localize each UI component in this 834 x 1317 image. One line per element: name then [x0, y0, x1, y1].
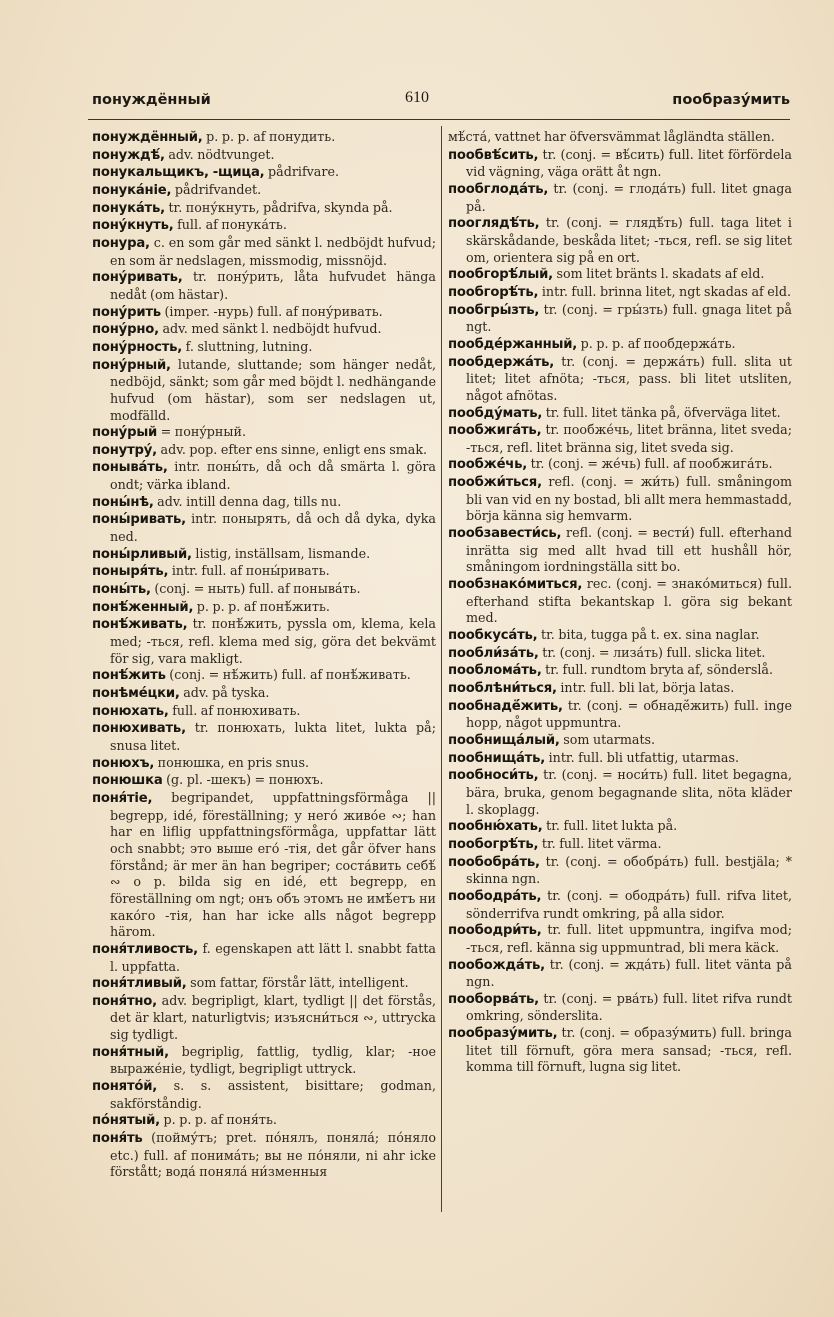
entry-definition: tr. (conj. = образу́мить) full. bringa litet till förnuft, göra mera sansad; -ться, refl. komma till förnuft, lugna sig litet.	[466, 1025, 792, 1075]
entry-headword: пообогрѣ́ть,	[448, 836, 539, 852]
entry-headword: пообжи́ться,	[448, 475, 542, 491]
dictionary-entry	[448, 732, 792, 750]
dictionary-entry	[448, 698, 792, 732]
entry-headword: пообнища́лый,	[448, 732, 560, 748]
dictionary-entry	[448, 818, 792, 836]
entry-headword: понѣ́женный,	[92, 599, 194, 615]
dictionary-entry	[92, 494, 436, 512]
entry-definition: intr. full. bli lat, börja latas.	[556, 680, 735, 695]
dictionary-entry	[448, 957, 792, 991]
dictionary-entry	[448, 991, 792, 1025]
dictionary-entry	[92, 511, 436, 545]
dictionary-entry	[92, 235, 436, 269]
dictionary-entry	[92, 339, 436, 357]
entry-definition: intr. full. bli utfattig, utarmas.	[545, 749, 739, 765]
entry-headword: понѣ́живать,	[92, 617, 188, 633]
entry-definition: listig, inställsam, lismande.	[191, 545, 371, 561]
dictionary-entry	[92, 147, 436, 165]
entry-definition: tr. понѣ́жить, pyssla om, klema, kela med; -ться, refl. klema med sig, göra det bekvämt för sig, vara makligt.	[110, 616, 436, 666]
dictionary-entry	[448, 854, 792, 888]
entry-headword: пооблѣни́ться,	[448, 681, 557, 696]
dictionary-entry	[92, 1112, 436, 1130]
dictionary-entry	[448, 336, 792, 354]
entry-definition: tr. (conj. = глода́ть) full. litet gnaga på.	[466, 180, 792, 214]
dictionary-entry	[448, 474, 792, 525]
entry-headword: поня́тливый,	[92, 976, 187, 992]
dictionary-entry	[92, 424, 436, 442]
dictionary-entry	[448, 422, 792, 456]
entry-definition: tr. пону́рить, låta hufvudet hänga nedåt (om hästar).	[110, 269, 436, 302]
header-first-word: понуждённый	[92, 92, 211, 108]
entry-definition: som utarmats.	[559, 731, 656, 747]
entry-definition: adv. med sänkt l. nedböjdt hufvud.	[158, 321, 382, 337]
entry-definition: (conj. = нѣ́жить) full. af понѣ́живать.	[165, 667, 411, 683]
entry-definition: adv. på tyska.	[179, 685, 270, 700]
entry-definition: (g. pl. -шекъ) = понюхъ.	[162, 772, 324, 788]
entry-headword: понюшка	[92, 773, 163, 789]
entry-headword: понуждѣ́,	[92, 147, 165, 163]
entry-headword: пооборва́ть,	[448, 991, 539, 1007]
entry-headword: пообзнако́миться,	[448, 577, 583, 593]
entry-headword: пону́ривать,	[92, 270, 183, 286]
dictionary-entry	[92, 129, 436, 147]
entry-definition: intr. понырять, då och då dyka, dyka ned.	[110, 511, 436, 545]
dictionary-entry	[448, 576, 792, 627]
entry-headword: пообли́за́ть,	[448, 645, 539, 661]
dictionary-entry	[448, 181, 792, 215]
entry-headword: пообдержа́ть,	[448, 354, 555, 370]
dictionary-entry	[92, 546, 436, 564]
entry-definition: tr. full. rundtom bryta af, sönderslå.	[541, 662, 773, 678]
entry-headword: пообразу́мить,	[448, 1026, 558, 1042]
entry-definition: tr. full. litet tänka på, öfverväga litet.	[542, 404, 781, 420]
entry-headword: пооглядѣ́ть,	[448, 216, 540, 232]
dictionary-entry	[92, 790, 436, 941]
entry-headword: пообгорѣ́лый,	[448, 267, 553, 283]
entry-definition: f. sluttning, lutning.	[182, 338, 313, 354]
dictionary-entry	[92, 563, 436, 581]
entry-definition: begripandet, uppfattningsförmåga || begrepp, idé, föreställning; у него́ живо́е ∾; han har en liflig uppfattningsförmåga, uppfattar lätt och snabbt; это выше его́ -тія, det går öfver hans förstånd; är mer än han begriper; соста́вить себѣ́ ∾ о р. bilda sig en idé, ett begrepp, en föreställning om ngt; онъ объ этомъ не имѣ́етъ ни како́го -тія, han har icke alls något begrepp härom.	[110, 789, 436, 940]
dictionary-entry	[448, 525, 792, 576]
dictionary-entry	[448, 284, 792, 302]
entry-headword: пооблома́ть,	[448, 663, 542, 679]
entry-headword: поня́ть	[92, 1131, 143, 1147]
entry-headword: пону́рый	[92, 425, 158, 441]
entry-definition: rec. (conj. = знако́миться) full. efterhand stifta bekantskap l. göra sig bekant med.	[466, 576, 792, 626]
entry-headword: пообобра́ть,	[448, 854, 540, 870]
entry-definition: adv. begripligt, klart, tydligt || det förstås, det är klart, naturligtvis; изъясни́ться ∾, uttrycka sig tydligt.	[110, 992, 436, 1043]
entry-definition: tr. (conj. = носи́ть) full. litet begagna, bära, bruka, genom begagnande slita, nöta kläder l. skoplagg.	[466, 767, 792, 817]
entry-headword: поныря́ть,	[92, 564, 169, 580]
entry-headword: поны́ть,	[92, 582, 151, 598]
entry-definition: tr. (conj. = жда́ть) full. litet vänta på ngn.	[466, 956, 792, 990]
entry-headword: пообглода́ть,	[448, 181, 549, 197]
entry-definition: f. egenskapen att lätt l. snabbt fatta l. uppfatta.	[110, 940, 436, 974]
dictionary-entry	[92, 616, 436, 667]
entry-definition: lutande, sluttande; som hänger nedåt, nedböjd, sänkt; som går med böjdt l. nedhängande hufvud (om hästar), som ser nedslagen ut, modfälld.	[110, 356, 436, 423]
left-column	[92, 129, 436, 1181]
entry-definition: tr. full. litet lukta på.	[542, 818, 678, 834]
running-header	[0, 86, 834, 120]
entry-definition: p. p. p. af поня́ть.	[159, 1112, 277, 1128]
dictionary-entry	[92, 941, 436, 975]
entry-definition: (пойму́тъ; pret. по́нялъ, поняла́; по́няло etc.) full. af понимáть; вы не по́няли, ni ahr icke förstått; вода́ поняла́ ни́зменныя	[110, 1130, 436, 1180]
entry-headword: пообгры́зть,	[448, 302, 540, 318]
entry-headword: поны́ривать,	[92, 512, 186, 528]
entry-headword: понюхъ,	[92, 755, 155, 771]
entry-definition: мѣ́ста́, vattnet har öfversvämmat lågländta ställen.	[448, 129, 775, 144]
dictionary-entry	[92, 599, 436, 617]
dictionary-entry	[448, 215, 792, 266]
dictionary-entry	[448, 645, 792, 663]
dictionary-entry	[92, 581, 436, 599]
entry-headword: пону́рный,	[92, 357, 171, 373]
entry-definition: понюшка, en pris snus.	[154, 754, 310, 770]
dictionary-entry	[448, 680, 792, 698]
entry-headword: понѣмéцки,	[92, 686, 180, 701]
dictionary-entry	[448, 354, 792, 405]
entry-definition: full. af понюхивать.	[168, 702, 301, 718]
entry-headword: пообжига́ть,	[448, 423, 542, 439]
entry-definition: adv. pop. efter ens sinne, enligt ens smak.	[156, 441, 428, 457]
entry-definition: refl. (conj. = жи́ть) full. småningom bli van vid en ny bostad, bli allt mera hemmastadd, börja känna sig hemvarm.	[466, 474, 792, 524]
entry-definition: tr. (conj. = рва́ть) full. litet rifva rundt omkring, sönderslita.	[466, 990, 792, 1024]
entry-definition: tr. (conj. = ободра́ть) full. rifva litet, sönderrifva rundt omkring, på alla sidor.	[466, 887, 792, 921]
dictionary-entry	[448, 767, 792, 818]
column-divider	[441, 126, 442, 1212]
entry-headword: пообгорѣ́ть,	[448, 284, 539, 300]
dictionary-entry	[92, 1130, 436, 1181]
entry-headword: пообду́мать,	[448, 405, 543, 421]
dictionary-entry	[92, 772, 436, 790]
dictionary-entry	[92, 357, 436, 425]
dictionary-entry	[92, 217, 436, 235]
entry-headword: пообзавести́сь,	[448, 526, 562, 542]
header-rule	[88, 119, 790, 120]
dictionary-entry	[92, 164, 436, 182]
entry-headword: пону́рность,	[92, 339, 183, 355]
entry-definition: tr. (conj. = обобра́ть) full. bestjäla; * skinna ngn.	[466, 853, 792, 887]
entry-headword: пообвѣ́сить,	[448, 147, 539, 163]
entry-headword: понукальщикъ, -щица,	[92, 165, 265, 181]
entry-definition: begriplig, fattlig, tydlig, klar; -ное выраже́ніе, tydligt, begripligt uttryck.	[110, 1043, 436, 1077]
entry-definition: c. en som går med sänkt l. nedböjdt hufvud; en som är nedslagen, missmodig, missnöjd.	[110, 234, 436, 268]
entry-definition: tr. (conj. = обнадё́жить) full. inge hopp, något uppmuntra.	[466, 697, 792, 731]
entry-headword: пообнища́ть,	[448, 750, 546, 766]
entry-headword: поня́тно,	[92, 993, 157, 1009]
entry-definition: p. p. p. af понѣ́жить.	[193, 598, 330, 614]
entry-definition: s. s. assistent, bisittare; godman, sakförståndig.	[110, 1078, 436, 1111]
entry-headword: пону́рить	[92, 304, 161, 320]
dictionary-entry	[448, 147, 792, 181]
entry-definition: p. p. p. af понудить.	[202, 129, 336, 144]
dictionary-entry	[92, 182, 436, 200]
entry-definition: tr. bita, tugga på t. ex. sina naglar.	[537, 627, 760, 643]
entry-headword: понюхать,	[92, 703, 169, 719]
dictionary-entry	[448, 922, 792, 956]
dictionary-entry	[448, 662, 792, 680]
entry-headword: пону́кнуть,	[92, 218, 174, 234]
entry-headword: поня́тіе,	[92, 790, 153, 806]
dictionary-entry	[92, 975, 436, 993]
dictionary-entry	[92, 1044, 436, 1078]
header-last-word: пообразу́мить	[672, 92, 790, 108]
entry-headword: пообню́хать,	[448, 819, 543, 835]
dictionary-entry	[92, 720, 436, 754]
entry-definition: intr. full. brinna litet, ngt skadas af eld.	[538, 283, 791, 299]
entry-definition: tr. пообже́чь, litet bränna, litet sveda; -ться, refl. litet bränna sig, litet sveda sig.	[466, 422, 792, 455]
entry-headword: пообже́чь,	[448, 457, 528, 473]
entry-headword: поободри́ть,	[448, 923, 542, 939]
dictionary-entry	[92, 304, 436, 322]
entry-definition: (conj. = ныть) full. af понывáть.	[150, 581, 361, 597]
entry-headword: понука́ть,	[92, 200, 165, 216]
dictionary-entry	[448, 302, 792, 336]
entry-headword: понѣ́жить	[92, 668, 166, 684]
entry-headword: пообожда́ть,	[448, 957, 545, 973]
entry-definition: tr. пону́кнуть, pådrifva, skynda på.	[164, 199, 393, 215]
dictionary-entry	[448, 1025, 792, 1076]
entry-headword: поня́тливость,	[92, 941, 198, 957]
dictionary-entry	[92, 442, 436, 460]
entry-definition: intr. поны́ть, då och då smärta l. göra ondt; värka ibland.	[110, 459, 436, 493]
dictionary-entry	[448, 750, 792, 768]
dictionary-entry	[448, 456, 792, 474]
page-number: 610	[405, 89, 429, 106]
entry-definition: pådrifvandet.	[171, 181, 262, 197]
dictionary-entry	[92, 667, 436, 685]
dictionary-entry	[92, 459, 436, 493]
entry-definition: som litet bränts l. skadats af eld.	[552, 266, 765, 282]
dictionary-entry	[448, 405, 792, 423]
dictionary-entry	[448, 266, 792, 284]
entry-headword: поня́тный,	[92, 1044, 169, 1060]
dictionary-entry	[92, 685, 436, 703]
right-column	[448, 129, 792, 1076]
entry-definition: tr. (conj. = держа́ть) full. slita ut litet; litet afnöta; -ться, pass. bli litet utsliten, något afnötas.	[466, 353, 792, 403]
entry-headword: понутру́,	[92, 442, 157, 458]
entry-headword: понывáть,	[92, 460, 168, 476]
entry-definition: tr. (conj. = же́чь) full. af пообжига́ть.	[527, 456, 773, 472]
entry-definition: adv. nödtvunget.	[164, 146, 275, 162]
entry-headword: пообдéржанный,	[448, 336, 578, 352]
dictionary-entry	[92, 993, 436, 1044]
entry-headword: поны́нѣ,	[92, 494, 154, 510]
entry-headword: понюхивать,	[92, 721, 186, 737]
dictionary-entry	[448, 888, 792, 922]
entry-definition: tr. (conj. = глядѣ́ть) full. taga litet i skärskådande, beskåda litet; -ться, refl. se sig litet om, orientera sig på en ort.	[466, 215, 792, 265]
entry-headword: поны́рливый,	[92, 546, 192, 562]
entry-definition: full. af понука́ть.	[173, 217, 287, 233]
entry-definition: tr. (conj. = вѣ́сить) full. litet förfördela vid vägning, väga orätt åt ngn.	[466, 146, 792, 180]
entry-definition: intr. full. af поны́ривать.	[168, 563, 330, 579]
dictionary-entry	[92, 269, 436, 303]
entry-definition: tr. (conj. = гры́зть) full. gnaga litet på ngt.	[466, 301, 792, 335]
entry-definition: som fattar, förstår lätt, intelligent.	[186, 975, 409, 991]
entry-headword: поободра́ть,	[448, 888, 542, 904]
entry-definition: tr. full. litet värma.	[538, 835, 662, 851]
entry-headword: понуждённый,	[92, 130, 203, 145]
entry-definition: pådrifvare.	[264, 164, 339, 180]
entry-headword: пону́рно,	[92, 322, 159, 338]
entry-headword: пообкуса́ть,	[448, 628, 538, 644]
entry-headword: понура,	[92, 235, 150, 251]
dictionary-entry	[92, 755, 436, 773]
entry-headword: понято́й,	[92, 1079, 158, 1095]
entry-definition: adv. intill denna dag, tills nu.	[153, 493, 342, 509]
dictionary-entry	[92, 200, 436, 218]
entry-headword: пообноси́ть,	[448, 768, 539, 784]
entry-definition: p. p. p. af пообдержа́ть.	[577, 335, 736, 351]
dictionary-entry	[448, 836, 792, 854]
dictionary-entry	[92, 321, 436, 339]
entry-headword: пообнадё́жить,	[448, 698, 563, 714]
dictionary-entry	[448, 129, 792, 147]
dictionary-entry	[448, 627, 792, 645]
dictionary-entry	[92, 703, 436, 721]
entry-definition: tr. понюхать, lukta litet, lukta på; snusa litet.	[110, 720, 436, 753]
entry-definition: refl. (conj. = вести́) full. efterhand inrätta sig med allt hvad till ett hushåll hör, småningom iordningställa sitt bo.	[466, 525, 792, 575]
entry-definition: = пону́рный.	[157, 424, 246, 440]
entry-definition: (imper. -нурь) full. af пону́ривать.	[160, 303, 383, 319]
entry-headword: по́нятый,	[92, 1113, 160, 1129]
entry-headword: понука́ніе,	[92, 182, 172, 198]
entry-definition: tr. full. litet uppmuntra, ingifva mod; -ться, refl. känna sig uppmuntrad, bli mera käck.	[466, 922, 792, 955]
dictionary-entry	[92, 1078, 436, 1112]
entry-definition: tr. (conj. = лиза́ть) full. slicka litet.	[538, 644, 766, 660]
